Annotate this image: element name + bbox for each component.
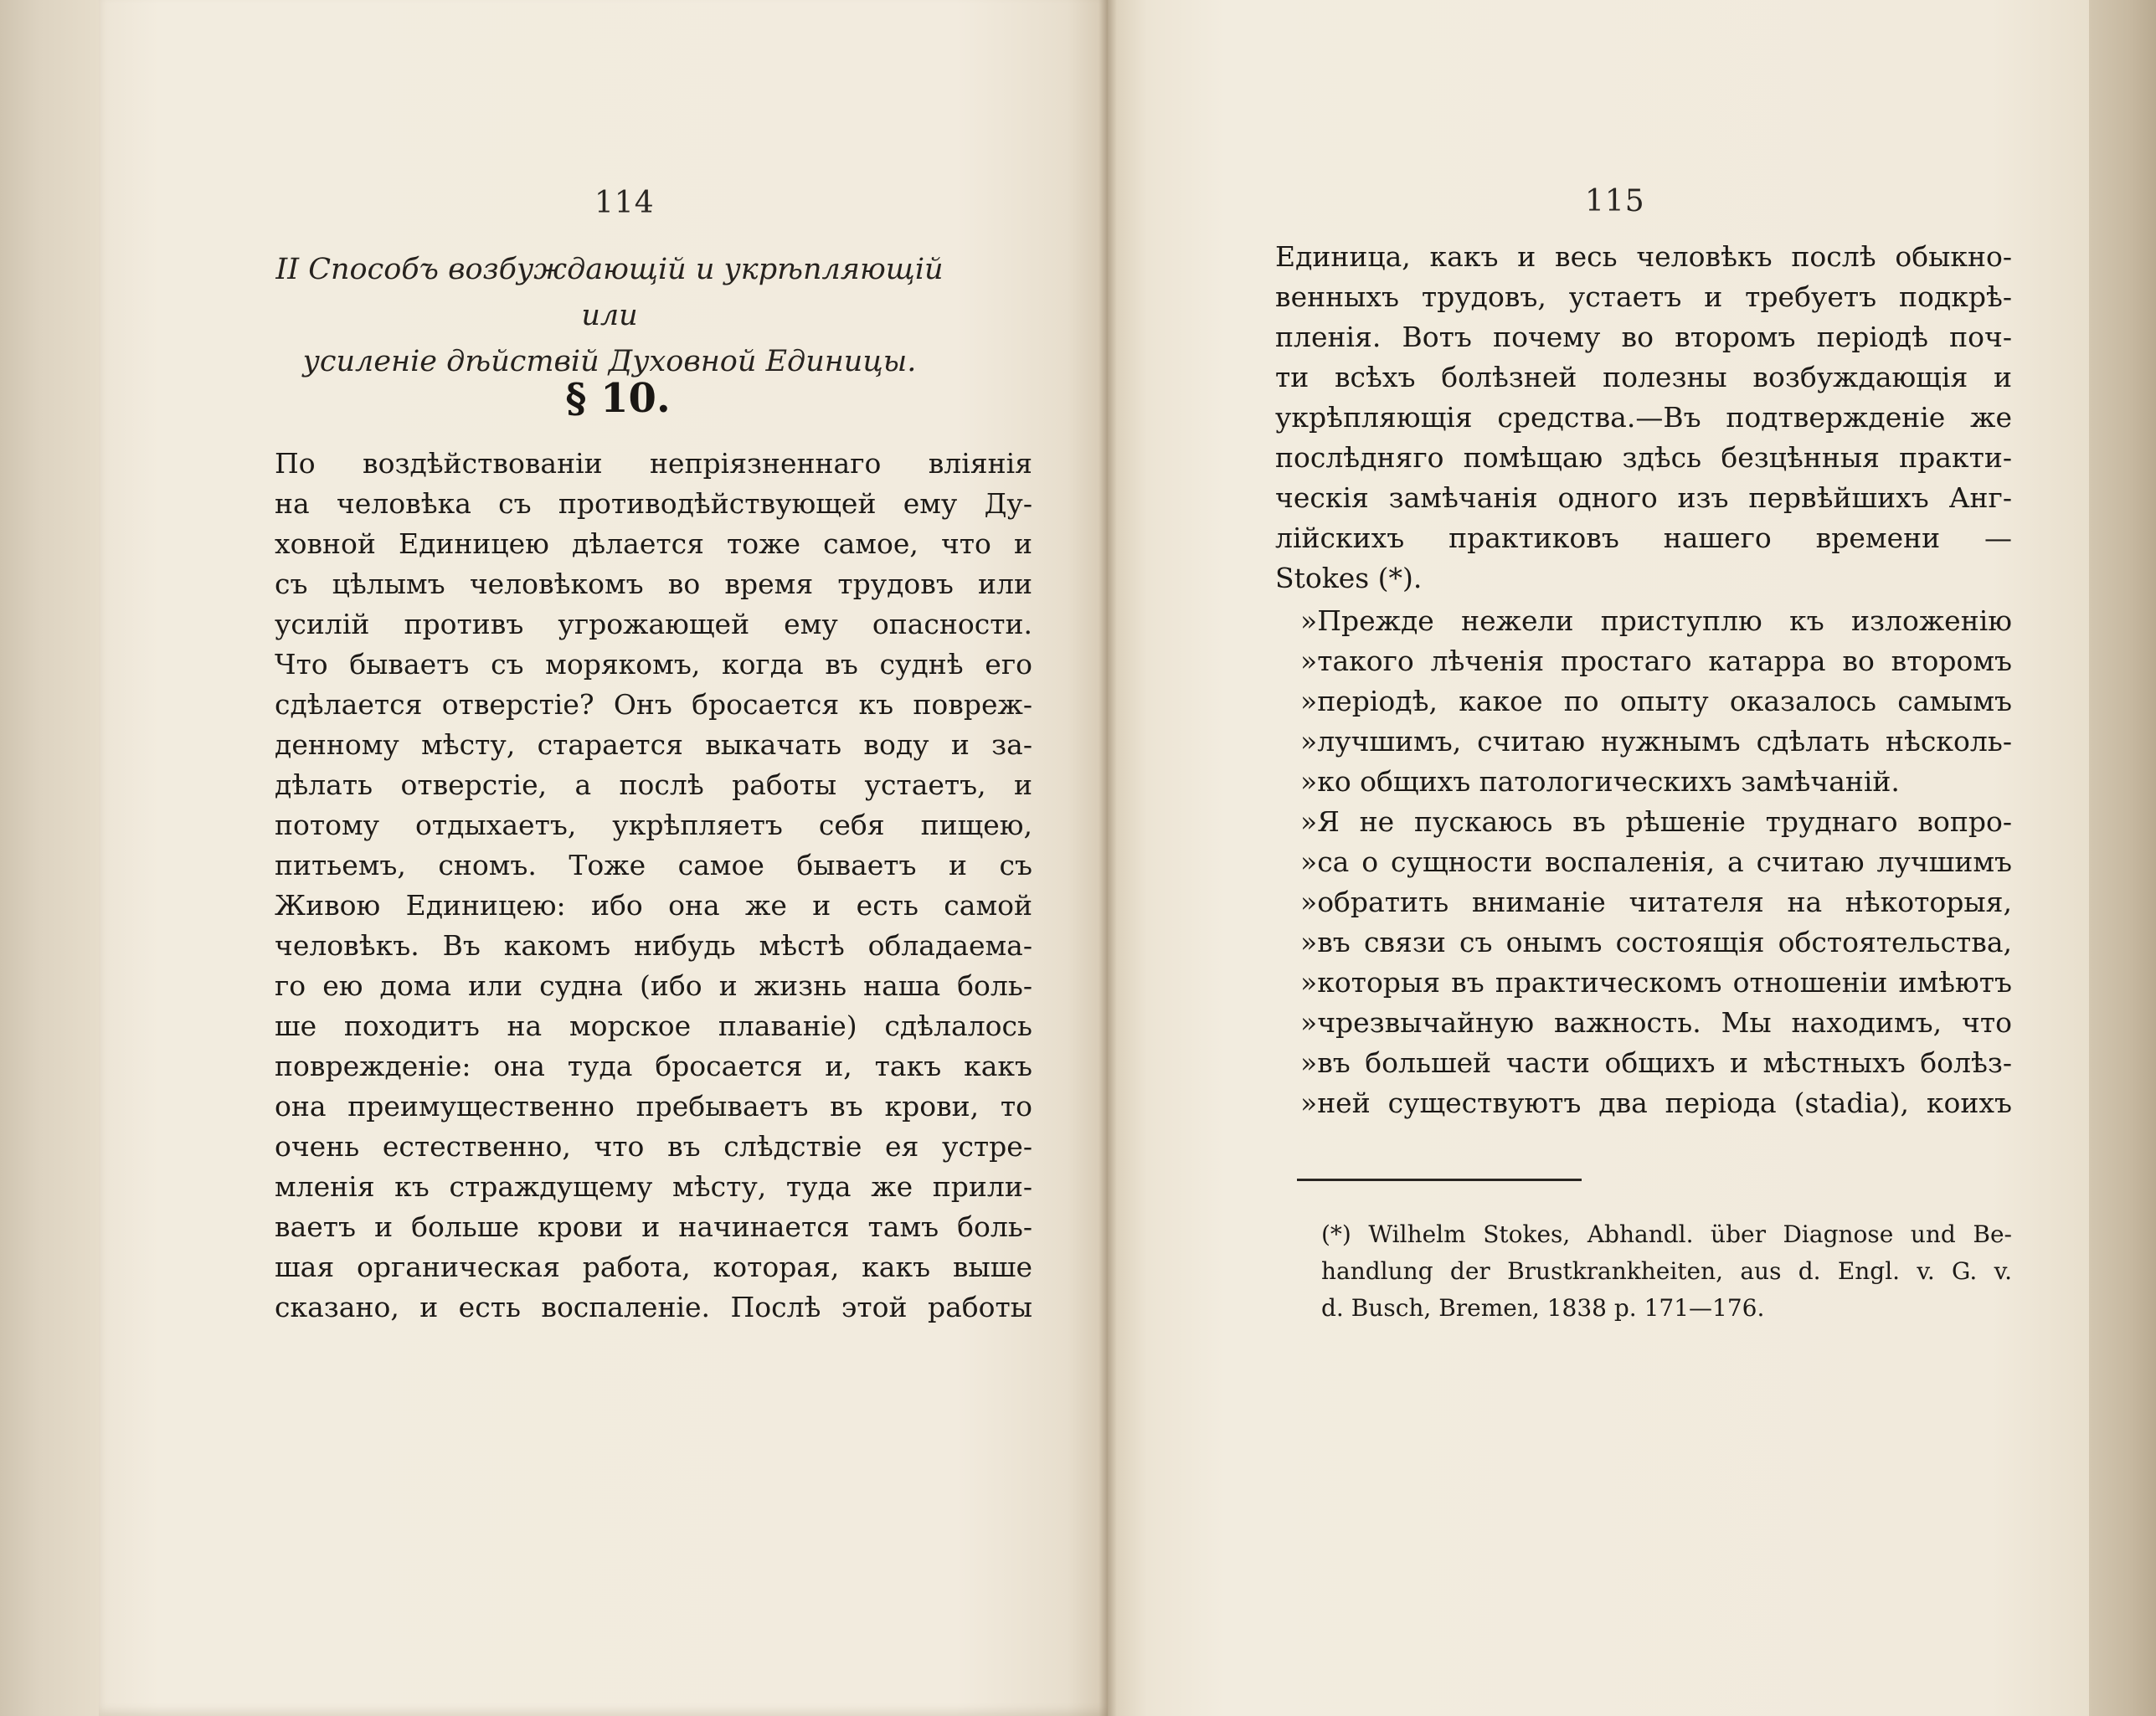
text-line: ческія замѣчанія одного изъ первѣйшихъ Анг- xyxy=(1275,481,2012,514)
chapter-heading xyxy=(275,247,944,385)
text-line: Stokes (*). xyxy=(1275,562,1423,594)
quote-paragraph-2 xyxy=(1300,802,2012,1123)
text-line: сдѣлается отверстіе? Онъ бросается къ повреж- xyxy=(275,688,1032,721)
text-line: шая органическая работа, которая, какъ выше xyxy=(275,1251,1032,1283)
quote-line: »чрезвычайную важность. Мы находимъ, что xyxy=(1300,1006,2012,1039)
text-line: денному мѣсту, старается выкачать воду и за- xyxy=(275,728,1032,761)
left-body-text xyxy=(275,444,1032,1328)
text-line: потому отдыхаетъ, укрѣпляетъ себя пищею, xyxy=(275,809,1032,841)
section-number: § 10. xyxy=(565,375,671,422)
text-line: питьемъ, сномъ. Тоже самое бываетъ и съ xyxy=(275,849,1032,881)
right-page xyxy=(1108,0,2089,1716)
text-line: ше походитъ на морское плаваніе) сдѣлалось xyxy=(275,1010,1032,1042)
chapter-heading-line: усиленіе дѣйствій Духовной Единицы. xyxy=(302,345,917,378)
left-page-number: 114 xyxy=(594,186,655,220)
left-page xyxy=(99,0,1108,1716)
text-line: мленія къ страждущему мѣсту, туда же прили- xyxy=(275,1170,1032,1203)
quote-line: »такого лѣченія простаго катарра во второмъ xyxy=(1300,645,2012,677)
text-line: Что бываетъ съ морякомъ, когда въ суднѣ его xyxy=(275,648,1032,681)
text-line: ти всѣхъ болѣзней полезны возбуждающія и xyxy=(1275,361,2012,393)
footnote-line: handlung der Brustkrankheiten, aus d. Engl. v. G. v. xyxy=(1321,1257,2012,1285)
text-line: По воздѣйствованіи непріязненнаго вліянія xyxy=(275,447,1032,480)
text-line: укрѣпляющія средства.—Въ подтвержденіе же xyxy=(1275,401,2012,434)
right-page-number: 115 xyxy=(1585,184,1645,218)
footnote-line: (*) Wilhelm Stokes, Abhandl. über Diagnose und Be- xyxy=(1321,1220,2012,1248)
quote-line: »ней существуютъ два періода (stadia), коихъ xyxy=(1300,1087,2012,1119)
chapter-heading-line: II Способъ возбуждающій и укрѣпляющій или xyxy=(275,253,944,332)
text-line: Живою Единицею: ибо она же и есть самой xyxy=(275,889,1032,922)
text-line: го ею дома или судна (ибо и жизнь наша боль- xyxy=(275,969,1032,1002)
text-line: очень естественно, что въ слѣдствіе ея устре- xyxy=(275,1130,1032,1163)
footnote-rule xyxy=(1297,1179,1582,1181)
quote-line: »въ большей части общихъ и мѣстныхъ болѣз- xyxy=(1300,1046,2012,1079)
quote-line: »Прежде нежели приступлю къ изложенію xyxy=(1300,604,2012,637)
text-line: пленія. Вотъ почему во второмъ періодѣ поч- xyxy=(1275,321,2012,353)
quote-line: »обратить вниманіе читателя на нѣкоторыя, xyxy=(1300,886,2012,918)
right-page-edge xyxy=(2089,0,2156,1716)
text-line: лійскихъ практиковъ нашего времени — xyxy=(1275,521,2012,554)
left-page-edge xyxy=(0,0,99,1716)
right-body-text xyxy=(1275,237,2012,599)
text-line: сказано, и есть воспаленіе. Послѣ этой работы xyxy=(275,1291,1032,1323)
quote-line: »са о сущности воспаленія, а считаю лучшимъ xyxy=(1300,845,2012,878)
book-gutter xyxy=(1099,0,1117,1716)
text-line: ваетъ и больше крови и начинается тамъ боль- xyxy=(275,1210,1032,1243)
quote-line: »которыя въ практическомъ отношеніи имѣютъ xyxy=(1300,966,2012,999)
text-line: венныхъ трудовъ, устаетъ и требуетъ подкрѣ- xyxy=(1275,280,2012,313)
text-line: дѣлать отверстіе, а послѣ работы устаетъ, и xyxy=(275,768,1032,801)
text-line: ховной Единицею дѣлается тоже самое, что и xyxy=(275,527,1032,560)
quote-line: »ко общихъ патологическихъ замѣчаній. xyxy=(1300,765,1900,798)
text-line: съ цѣлымъ человѣкомъ во время трудовъ или xyxy=(275,568,1032,600)
text-line: человѣкъ. Въ какомъ нибудь мѣстѣ обладаема- xyxy=(275,929,1032,962)
quote-line: »въ связи съ онымъ состоящія обстоятельства, xyxy=(1300,926,2012,958)
quote-line: »лучшимъ, считаю нужнымъ сдѣлать нѣсколь- xyxy=(1300,725,2012,758)
text-line: Единица, какъ и весь человѣкъ послѣ обыкно- xyxy=(1275,240,2012,273)
footnote-line: d. Busch, Bremen, 1838 p. 171—176. xyxy=(1321,1294,1765,1322)
text-line: поврежденіе: она туда бросается и, такъ какъ xyxy=(275,1050,1032,1082)
text-line: она преимущественно пребываетъ въ крови, то xyxy=(275,1090,1032,1123)
text-line: послѣдняго помѣщаю здѣсь безцѣнныя практи- xyxy=(1275,441,2012,474)
text-line: на человѣка съ противодѣйствующей ему Ду- xyxy=(275,487,1032,520)
quote-line: »Я не пускаюсь въ рѣшеніе труднаго вопро- xyxy=(1300,805,2012,838)
quote-paragraph-1 xyxy=(1300,601,2012,802)
quote-line: »періодѣ, какое по опыту оказалось самымъ xyxy=(1300,685,2012,717)
footnote xyxy=(1321,1216,2012,1327)
text-line: усилій противъ угрожающей ему опасности. xyxy=(275,608,1032,640)
